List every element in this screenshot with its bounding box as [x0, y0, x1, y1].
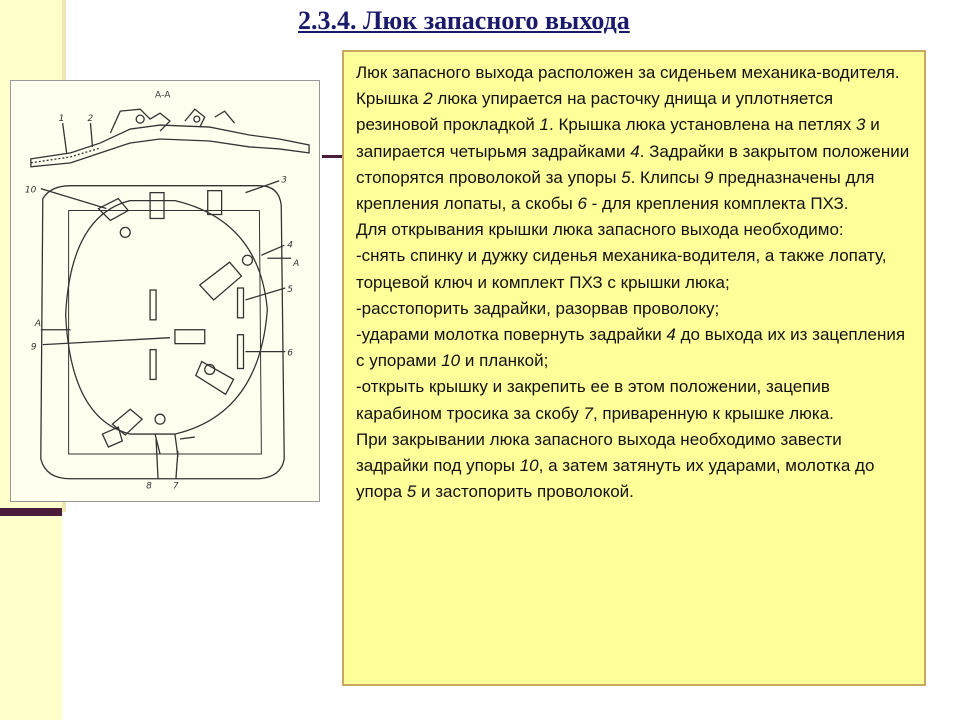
section-mark-left: А	[34, 318, 41, 329]
paragraph-description: Люк запасного выхода расположен за сиденьем механика-водителя. Крышка 2 люка упирается на расточку днища и уплотняется резиновой прокладкой 1. Крышка люка установлена на петлях 3 и запирается четырьмя задрайками 4. Задрайки в закрытом положении стопорятся проволокой за упоры 5. Клипсы 9 предназначены для крепления лопаты, а скобы 6 - для крепления комплекта ПХЗ.	[356, 63, 910, 214]
step-unlock-latches: -расстопорить задрайки, разорвав проволоку;	[356, 298, 720, 318]
paragraph-closing: При закрывании люка запасного выхода необходимо завести задрайки под упоры 10, а затем затянуть их ударами, молотка до упора 5 и застопорить проволокой.	[356, 429, 875, 502]
decorative-connector-line	[322, 155, 344, 158]
step-open-cover: -открыть крышку и закрепить ее в этом положении, зацепив карабином тросика за скобу 7, приваренную к крышке люка.	[356, 377, 834, 423]
description-box	[342, 50, 926, 686]
paragraph-opening-intro: Для открывания крышки люка запасного выхода необходимо:	[356, 220, 844, 240]
hatch-drawing-svg	[11, 81, 319, 501]
callout-7: 7	[172, 481, 179, 492]
section-mark-right: А	[293, 259, 300, 270]
callout-4: 4	[287, 240, 293, 251]
callout-10: 10	[24, 185, 37, 196]
callout-9: 9	[30, 342, 37, 353]
callout-6: 6	[287, 348, 293, 359]
callout-8: 8	[146, 481, 152, 492]
section-label: А-А	[155, 90, 171, 101]
callout-3: 3	[281, 175, 287, 186]
decorative-horizontal-bar	[0, 508, 62, 516]
page-title: 2.3.4. Люк запасного выхода	[298, 6, 630, 35]
callout-2: 2	[87, 114, 94, 125]
step-rotate-latches: -ударами молотка повернуть задрайки 4 до выхода их из зацепления с упорами 10 и планкой;	[356, 325, 906, 371]
callout-1: 1	[58, 114, 65, 125]
technical-drawing	[10, 80, 320, 502]
callout-5: 5	[287, 284, 293, 295]
step-remove-seat: -снять спинку и дужку сиденья механика-водителя, а также лопату, торцевой ключ и комплект ПХЗ с крышки люка;	[356, 246, 887, 292]
